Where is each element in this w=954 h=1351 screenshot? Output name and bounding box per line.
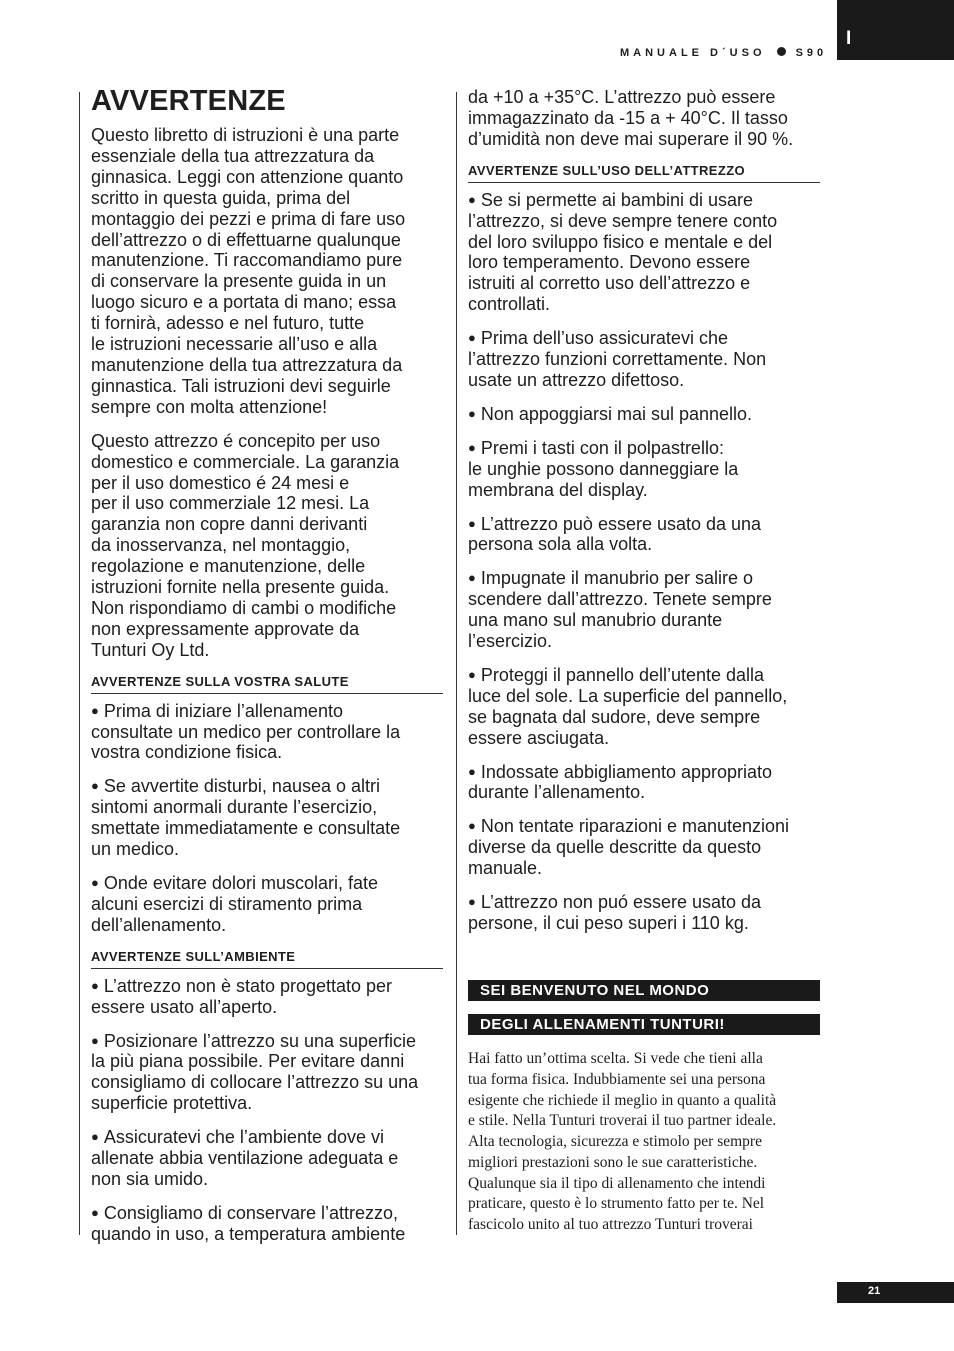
environment-item: ● Assicuratevi che l’ambiente dove vi allenate abbia ventilazione adeguata e non sia umido. <box>91 1127 443 1190</box>
page-number: 21 <box>837 1282 954 1303</box>
health-item: ● Prima di iniziare l’allenamento consultate un medico per controllare la vostra condizione fisica. <box>91 701 443 764</box>
left-column-rule <box>79 92 80 1235</box>
welcome-banner-line-1: SEI BENVENUTO NEL MONDO <box>468 980 820 1001</box>
usage-item: ● Non appoggiarsi mai sul pannello. <box>468 404 820 425</box>
usage-item: ● L’attrezzo può essere usato da una persona sola alla volta. <box>468 514 820 556</box>
running-header <box>620 47 827 59</box>
welcome-paragraph: Hai fatto un’ottima scelta. Si vede che tieni alla tua forma fisica. Indubbiamente sei una persona esigente che richiede il meglio in quanto a qualità e stile. Nella Tunturi troverai il tuo partner ideale. Alta tecnologia, sicurezza e stimolo per sempre migliori prestazioni sono le sue caratteristiche. Qualunque sia il tipo di allenamento che intendi praticare, questo è lo strumento fatto per te. Nel fascicolo unito al tuo attrezzo Tunturi troverai <box>468 1049 777 1234</box>
usage-item: ● Se si permette ai bambini di usare l’attrezzo, si deve sempre tenere conto del loro sviluppo fisico e mentale e del loro temperamento. Devono essere istruiti al corretto uso dell’attrezzo e controllati. <box>468 190 820 315</box>
health-item: ● Onde evitare dolori muscolari, fate alcuni esercizi di stiramento prima dell’allenamento. <box>91 873 443 936</box>
continuation-paragraph: da +10 a +35°C. L’attrezzo può essere immagazzinato da -15 a + 40°C. Il tasso d’umidità non deve mai superare il 90 %. <box>468 87 794 149</box>
right-column-rule <box>456 92 457 1235</box>
environment-item: ● L’attrezzo non è stato progettato per essere usato all’aperto. <box>91 976 443 1018</box>
usage-item: ● Impugnate il manubrio per salire o scendere dall’attrezzo. Tenete sempre una mano sul manubrio durante l’esercizio. <box>468 568 820 652</box>
usage-item: ● Proteggi il pannello dell’utente dalla luce del sole. La superficie del pannello, se bagnata dal sudore, deve sempre essere asciugata. <box>468 665 820 749</box>
model-name: S90 <box>795 47 828 59</box>
environment-heading: AVVERTENZE SULL’AMBIENTE <box>91 949 443 969</box>
page-title: AVVERTENZE <box>91 85 286 117</box>
warranty-paragraph: Questo attrezzo é concepito per uso domestico e commerciale. La garanzia per il uso domestico é 24 mesi e per il uso commerziale 12 mesi. La garanzia non copre danni derivanti da inosservanza, nel montaggio, regolazione e manutenzione, delle istruzioni fornite nella presente guida. Non rispondiamo di cambi o modifiche non expressamente approvate da Tunturi Oy Ltd. <box>91 430 400 660</box>
usage-item: ● L’attrezzo non puó essere usato da persone, il cui peso superi i 110 kg. <box>468 892 820 934</box>
right-column <box>468 87 820 1236</box>
health-item: ● Se avvertite disturbi, nausea o altri sintomi anormali durante l’esercizio, smettate immediatamente e consultate un medico. <box>91 776 443 860</box>
manual-title: MANUALE D´USO <box>620 47 766 59</box>
language-tab: I <box>837 0 954 60</box>
left-column <box>91 86 443 1258</box>
bullet-dot-icon <box>777 47 786 56</box>
usage-item: ● Indossate abbigliamento appropriato durante l’allenamento. <box>468 762 820 804</box>
environment-item: ● Consigliamo di conservare l’attrezzo, quando in uso, a temperatura ambiente <box>91 1203 443 1245</box>
usage-item: ● Premi i tasti con il polpastrello: le unghie possono danneggiare la membrana del display. <box>468 438 820 501</box>
usage-item: ● Prima dell’uso assicuratevi che l’attrezzo funzioni correttamente. Non usate un attrezzo difettoso. <box>468 328 820 391</box>
intro-paragraph: Questo libretto di istruzioni è una parte essenziale della tua attrezzatura da ginnasica. Leggi con attenzione quanto scritto in questa guida, prima del montaggio dei pezzi e prima di fare uso dell’attrezzo o di effettuarne qualunque manutenzione. Ti raccomandiamo pure di conservare la presente guida in un luogo sicuro e a portata di mano; essa ti fornirà, adesso e nel futuro, tutte le istruzioni necessarie all’uso e alla manutenzione della tua attrezzatura da ginnastica. Tali istruzioni devi seguirle sempre con molta attenzione! <box>91 125 406 417</box>
usage-heading: AVVERTENZE SULL’USO DELL’ATTREZZO <box>468 163 820 183</box>
usage-item: ● Non tentate riparazioni e manutenzioni diverse da quelle descritte da questo manuale. <box>468 816 820 879</box>
welcome-banner-line-2: DEGLI ALLENAMENTI TUNTURI! <box>468 1014 820 1035</box>
environment-item: ● Posizionare l’attrezzo su una superficie la più piana possibile. Per evitare danni consigliamo di collocare l’attrezzo su una superficie protettiva. <box>91 1031 443 1115</box>
health-heading: AVVERTENZE SULLA VOSTRA SALUTE <box>91 674 443 694</box>
